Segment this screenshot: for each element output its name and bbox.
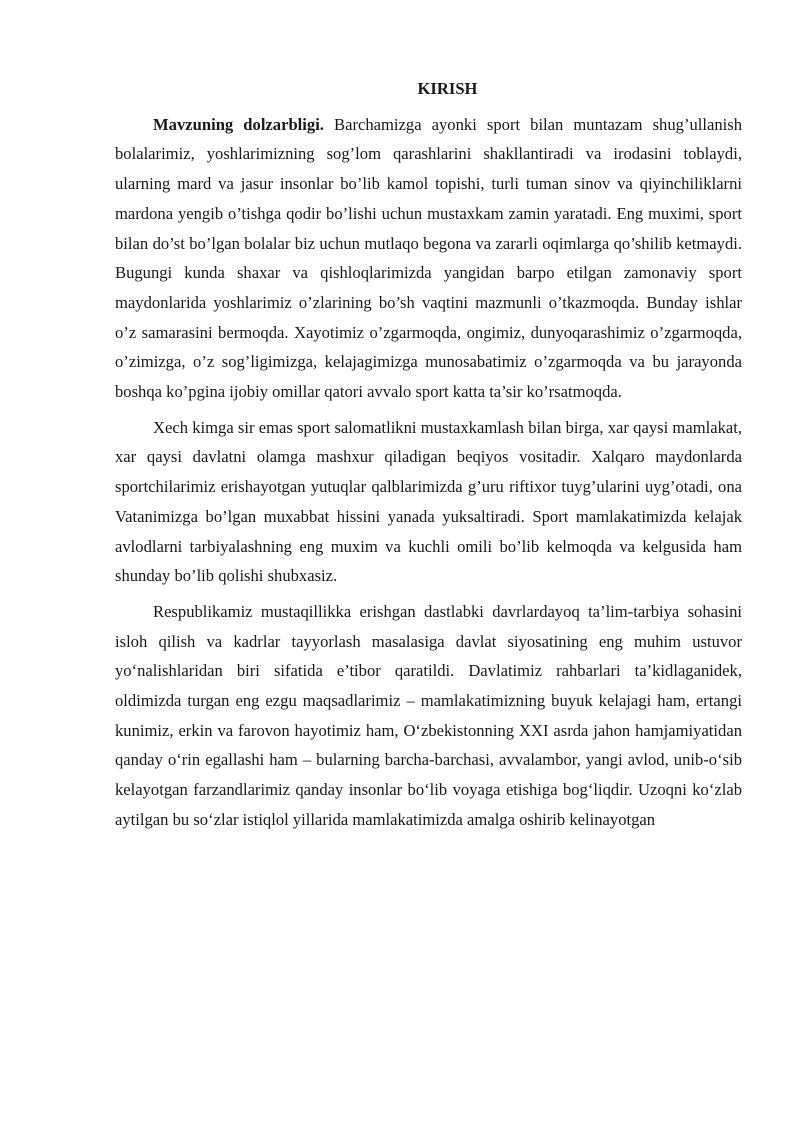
- paragraph-education-reform: Respublikamiz mustaqillikka erishgan dastlabki davrlardayoq ta’lim-tarbiya sohasini isloh qilish va kadrlar tayyorlash masalasiga davlat siyosatining eng muhim ustuvor yo‘nalishlaridan biri sifatida e’tibor qaratildi. Davlatimiz rahbarlari ta’kidlaganidek, oldimizda turgan eng ezgu maqsadlarimiz – mamlakatimizning buyuk kelajagi ham, ertangi kunimiz, erkin va farovon hayotimiz ham, O‘zbekistonning XXI asrda jahon hamjamiyatidan qanday o‘rin egallashi ham – bularning barcha-barchasi, avvalambor, yangi avlod, unib-o‘sib kelayotgan farzandlarimiz qanday insonlar bo‘lib voyaga etishiga bog‘liqdir. Uzoqni ko‘zlab aytilgan bu so‘zlar istiqlol yillarida mamlakatimizda amalga oshirib kelinayotgan: [115, 601, 742, 829]
- paragraph-sport-health: Xech kimga sir emas sport salomatlikni mustaxkamlash bilan birga, xar qaysi mamlakat, xar qaysi davlatni olamga mashxur qiladigan beqiyos vositadir. Xalqaro maydonlarda sportchilarimiz erishayotgan yutuqlar qalblarimizda g’uru riftixor tuyg’ularini uyg’otadi, ona Vatanimizga bo’lgan muxabbat hissini yanada yuksaltiradi. Sport mamlakatimizda kelajak avlodlarni tarbiyalashning eng muxim va kuchli omili bo’lib kelmoqda va kelgusida ham shunday bo’lib qolishi shubxasiz.: [115, 417, 742, 586]
- page-title: KIRISH: [417, 79, 478, 98]
- paragraph-lead-heading: Mavzuning dolzarbligi.: [153, 114, 324, 134]
- document-page: [115, 74, 742, 835]
- paragraph-relevance: [115, 110, 742, 407]
- paragraph-text: Barchamizga ayonki sport bilan muntazam shug’ullanish bolalarimiz, yoshlarimizning sog’lom qarashlarini shakllantiradi va irodasini toblaydi, ularning mard va jasur insonlar bo’lib kamol topishi, turli tuman sinov va qiyinchiliklarni mardona yengib o’tishga qodir bo’lishi uchun mustaxkam zamin yaratadi. Eng muximi, sport bilan do’st bo’lgan bolalar biz uchun mutlaqo begona va zararli oqimlarga qo’shilib ketmaydi. Bugungi kunda shaxar va qishloqlarimizda yangidan barpo etilgan zamonaviy sport maydonlarida yoshlarimiz o’zlarining bo’sh vaqtini mazmunli o’tkazmoqda. Bunday ishlar o’z samarasini bermoqda. Xayotimiz o’zgarmoqda, ongimiz, dunyoqarashimiz o’zgarmoqda, o’zimizga, o’z sog’ligimizga, kelajagimizga munosabatimiz o’zgarmoqda va bu jarayonda boshqa ko’pgina ijobiy omillar qatori avvalo sport katta ta’sir ko’rsatmoqda.: [115, 114, 743, 402]
